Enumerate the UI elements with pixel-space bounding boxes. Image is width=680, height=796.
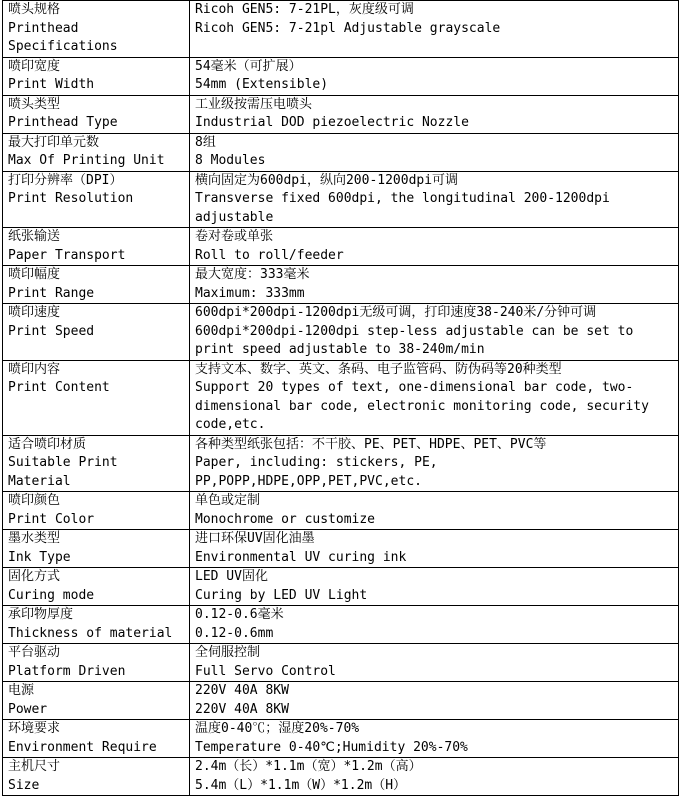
spec-label-cell [3, 606, 190, 644]
spec-value-line: Environmental UV curing ink [195, 549, 407, 565]
spec-value-line: 工业级按需压电喷头 [195, 96, 313, 112]
spec-row [3, 606, 679, 644]
spec-label-line: 喷印颜色 [8, 493, 61, 508]
spec-label-cell [3, 758, 190, 796]
spec-label-cell [3, 492, 190, 530]
spec-value-cell [190, 758, 679, 796]
spec-label-cell [3, 1, 190, 58]
spec-value-line: 横向固定为600dpi，纵向200-1200dpi可调 [195, 172, 459, 188]
spec-label-line: Printhead [8, 20, 79, 36]
spec-label-line: Size [8, 777, 40, 793]
spec-value-cell [190, 57, 679, 95]
spec-value-cell [190, 530, 679, 568]
spec-label-line: Curing mode [8, 587, 95, 603]
spec-row [3, 644, 679, 682]
spec-row [3, 228, 679, 266]
spec-value-line: 54mm (Extensible) [195, 77, 329, 92]
spec-value-line: 600dpi*200dpi-1200dpi step-less adjustable can be set to [195, 323, 634, 339]
spec-value-line: 8 Modules [195, 153, 266, 168]
spec-table [2, 0, 679, 796]
spec-value-line: adjustable [195, 209, 274, 225]
spec-label-line: Print Resolution [8, 191, 134, 206]
spec-value-cell [190, 133, 679, 171]
spec-value-line: Ricoh GEN5: 7-21PL，灰度级可调 [195, 2, 414, 17]
spec-label-line: 喷印幅度 [8, 267, 61, 282]
spec-value-line: 最大宽度：333毫米 [195, 267, 310, 282]
spec-label-line: Print Content [8, 380, 110, 395]
spec-label-line: 喷头类型 [8, 96, 61, 112]
spec-value-line: 单色或定制 [195, 493, 261, 508]
spec-label-line: Environment Require [8, 739, 157, 755]
spec-label-line: 承印物厚度 [8, 607, 74, 622]
spec-value-line: dimensional bar code, electronic monitoring code, security [195, 398, 649, 414]
spec-value-line: 8组 [195, 134, 216, 150]
spec-value-line: 温度0-40℃；湿度20%-70% [195, 721, 360, 736]
spec-value-line: 5.4m（L）*1.1m（W）*1.2m（H） [195, 777, 407, 793]
spec-label-cell [3, 95, 190, 133]
spec-value-line: Monochrome or customize [195, 511, 376, 527]
spec-value-line: code,etc. [195, 417, 266, 432]
spec-value-line: PP,POPP,HDPE,OPP,PET,PVC,etc. [195, 473, 422, 489]
spec-value-line: 0.12-0.6毫米 [195, 607, 284, 622]
spec-label-line: Print Speed [8, 323, 95, 339]
spec-value-line: 卷对卷或单张 [195, 229, 274, 244]
spec-value-line: Ricoh GEN5: 7-21pl Adjustable grayscale [195, 20, 501, 36]
spec-value-cell [190, 606, 679, 644]
spec-value-line: print speed adjustable to 38-240m/min [195, 342, 485, 357]
spec-label-cell [3, 720, 190, 758]
spec-value-line: 220V 40A 8KW [195, 701, 289, 717]
spec-value-cell [190, 568, 679, 606]
spec-label-line: Paper Transport [8, 247, 126, 263]
spec-label-cell [3, 171, 190, 228]
spec-value-line: Industrial DOD piezoelectric Nozzle [195, 115, 469, 130]
spec-label-line: 纸张输送 [8, 229, 61, 244]
spec-value-line: Full Servo Control [195, 663, 336, 679]
spec-value-cell [190, 304, 679, 361]
spec-label-line: 主机尺寸 [8, 759, 61, 774]
spec-row [3, 492, 679, 530]
spec-value-line: Roll to roll/feeder [195, 247, 344, 263]
spec-value-line: 2.4m（长）*1.1m（宽）*1.2m（高） [195, 759, 422, 774]
spec-value-line: 220V 40A 8KW [195, 683, 289, 698]
spec-label-line: Suitable Print [8, 455, 118, 470]
spec-label-line: 最大打印单元数 [8, 134, 100, 150]
spec-row [3, 171, 679, 228]
spec-label-line: 喷头规格 [8, 2, 61, 17]
spec-label-line: Print Color [8, 511, 95, 527]
spec-label-cell [3, 360, 190, 435]
spec-row [3, 530, 679, 568]
spec-label-line: 平台驱动 [8, 645, 61, 660]
spec-label-cell [3, 644, 190, 682]
spec-value-cell [190, 1, 679, 58]
spec-label-cell [3, 133, 190, 171]
spec-value-cell [190, 266, 679, 304]
spec-value-line: Paper, including: stickers, PE, [195, 455, 438, 470]
spec-value-cell [190, 95, 679, 133]
spec-value-line: 全伺服控制 [195, 645, 261, 660]
spec-label-cell [3, 530, 190, 568]
spec-value-line: 600dpi*200dpi-1200dpi无级可调，打印速度38-240米/分钟可调 [195, 305, 597, 320]
spec-value-line: Temperature 0-40℃;Humidity 20%-70% [195, 739, 468, 755]
spec-value-cell [190, 171, 679, 228]
spec-value-cell [190, 682, 679, 720]
spec-value-cell [190, 228, 679, 266]
spec-label-line: Material [8, 473, 71, 489]
spec-label-line: 墨水类型 [8, 531, 61, 546]
spec-label-line: Print Range [8, 285, 95, 301]
spec-label-line: Printhead Type [8, 115, 118, 130]
spec-value-line: LED UV固化 [195, 569, 268, 584]
spec-row [3, 266, 679, 304]
spec-label-line: 喷印速度 [8, 305, 61, 320]
spec-label-cell [3, 228, 190, 266]
spec-label-line: 电源 [8, 683, 35, 698]
spec-row [3, 720, 679, 758]
spec-label-line: 打印分辨率（DPI） [8, 172, 123, 188]
spec-label-line: Thickness of material [8, 625, 173, 641]
spec-value-line: 54毫米（可扩展） [195, 58, 302, 74]
spec-label-cell [3, 57, 190, 95]
spec-value-cell [190, 644, 679, 682]
spec-label-line: Ink Type [8, 549, 71, 565]
spec-row [3, 57, 679, 95]
spec-value-line: Maximum: 333mm [195, 285, 305, 301]
spec-row [3, 1, 679, 58]
spec-table-body [3, 1, 679, 796]
spec-row [3, 435, 679, 492]
spec-row [3, 304, 679, 361]
spec-value-cell [190, 360, 679, 435]
spec-label-line: Print Width [8, 77, 95, 92]
spec-label-line: Power [8, 701, 48, 717]
spec-row [3, 758, 679, 796]
spec-value-line: Transverse fixed 600dpi, the longitudinal 200-1200dpi [195, 191, 610, 206]
spec-label-line: Specifications [8, 39, 118, 54]
spec-row [3, 568, 679, 606]
spec-value-line: 各种类型纸张包括：不干胶、PE、PET、HDPE、PET、PVC等 [195, 436, 547, 452]
spec-value-line: 支持文本、数字、英文、条码、电子监管码、防伪码等20种类型 [195, 361, 562, 377]
spec-value-cell [190, 720, 679, 758]
spec-value-line: 进口环保UV固化油墨 [195, 531, 315, 546]
spec-value-line: Curing by LED UV Light [195, 587, 368, 603]
spec-row [3, 133, 679, 171]
spec-label-line: 适合喷印材质 [8, 436, 87, 452]
spec-value-line: Support 20 types of text, one-dimensional bar code, two- [195, 380, 634, 395]
spec-label-cell [3, 682, 190, 720]
spec-value-cell [190, 492, 679, 530]
spec-label-line: Max Of Printing Unit [8, 153, 165, 168]
spec-row [3, 360, 679, 435]
spec-row [3, 682, 679, 720]
spec-label-line: 环境要求 [8, 721, 61, 736]
spec-row [3, 95, 679, 133]
spec-value-cell [190, 435, 679, 492]
spec-label-cell [3, 568, 190, 606]
spec-label-line: 喷印内容 [8, 361, 61, 377]
spec-label-line: 固化方式 [8, 569, 61, 584]
spec-label-cell [3, 435, 190, 492]
spec-value-line: 0.12-0.6mm [195, 625, 274, 641]
spec-label-cell [3, 266, 190, 304]
spec-label-cell [3, 304, 190, 361]
spec-label-line: Platform Driven [8, 663, 126, 679]
spec-label-line: 喷印宽度 [8, 58, 61, 74]
